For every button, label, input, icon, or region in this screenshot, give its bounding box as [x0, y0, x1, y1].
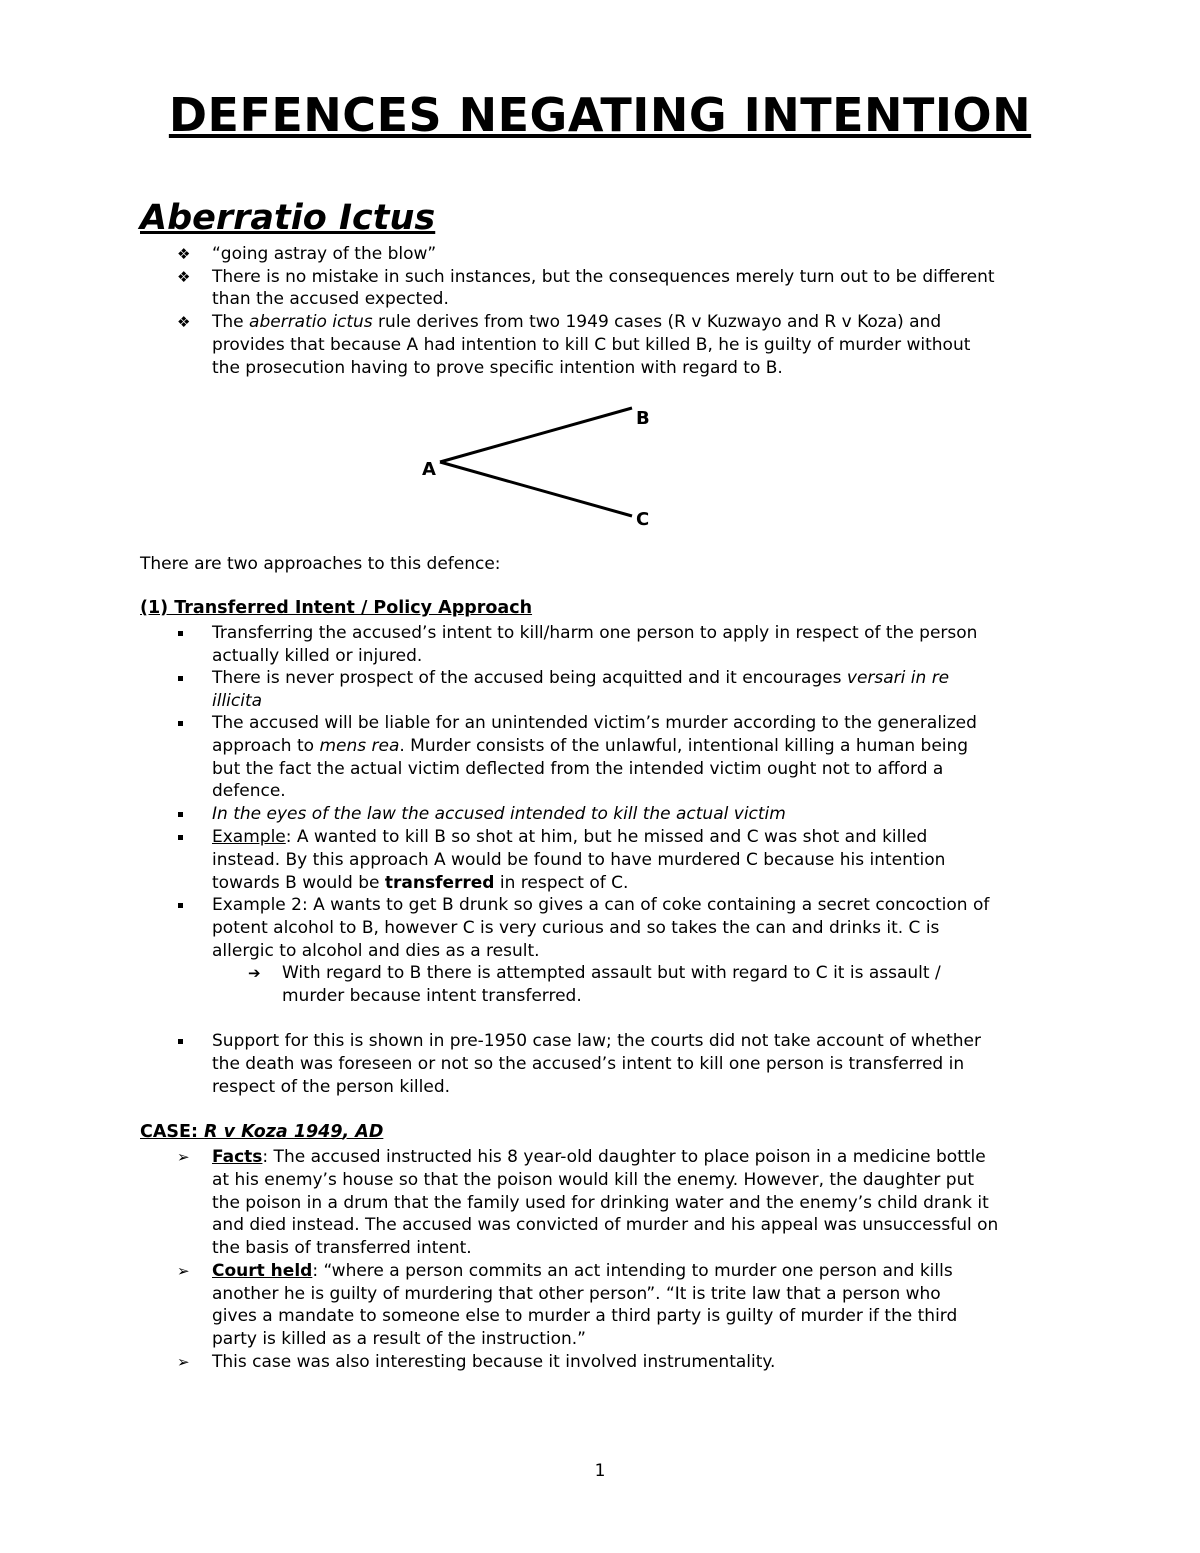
aberratio-diagram — [410, 398, 670, 538]
approach1-point-5-line-2: instead. By this approach A would be found to have murdered C because his intention — [212, 850, 946, 870]
intro-bullet-3-line-3: the prosecution having to prove specific intention with regard to B. — [212, 358, 783, 378]
approach1-point-7-line-2: the death was foreseen or not so the accused’s intent to kill one person is transferred in — [212, 1054, 965, 1074]
intro-bullet-3-line-2: provides that because A had intention to kill C but killed B, he is guilty of murder without — [212, 335, 971, 355]
diamond-bullet-icon: ❖ — [177, 268, 191, 286]
intro-bullet-2-line-1: There is no mistake in such instances, but the consequences merely turn out to be different — [212, 267, 995, 287]
approach1-point-4: In the eyes of the law the accused intended to kill the actual victim — [212, 804, 786, 824]
case-facts-line-1: Facts: The accused instructed his 8 year-old daughter to place poison in a medicine bottle — [212, 1147, 986, 1167]
diamond-bullet-icon: ❖ — [177, 245, 191, 263]
chevron-bullet-icon: ➢ — [177, 1353, 190, 1371]
square-bullet-icon — [178, 903, 183, 908]
approach1-point-5-line-1: Example: A wanted to kill B so shot at him, but he missed and C was shot and killed — [212, 827, 928, 847]
approach1-point-5-line-3: towards B would be transferred in respect of C. — [212, 873, 629, 893]
approach1-arrow-line-2: murder because intent transferred. — [282, 986, 582, 1006]
diamond-bullet-icon: ❖ — [177, 313, 191, 331]
case-held-line-4: party is killed as a result of the instruction.” — [212, 1329, 586, 1349]
approaches-intro: There are two approaches to this defence: — [140, 554, 501, 574]
case-facts-line-5: the basis of transferred intent. — [212, 1238, 472, 1258]
intro-bullet-3-line-1: The aberratio ictus rule derives from two 1949 cases (R v Kuzwayo and R v Koza) and — [212, 312, 942, 332]
approach1-arrow-line-1: With regard to B there is attempted assault but with regard to C it is assault / — [282, 963, 941, 983]
case-facts-line-4: and died instead. The accused was convicted of murder and his appeal was unsuccessful on — [212, 1215, 999, 1235]
approach1-point-1-line-1: Transferring the accused’s intent to kill/harm one person to apply in respect of the person — [212, 623, 978, 643]
approach1-heading: (1) Transferred Intent / Policy Approach — [140, 598, 533, 618]
approach1-point-3-line-2: approach to mens rea. Murder consists of the unlawful, intentional killing a human being — [212, 736, 969, 756]
approach1-point-6-line-3: allergic to alcohol and dies as a result. — [212, 941, 540, 961]
approach1-point-2-line-2: illicita — [212, 691, 263, 711]
intro-bullet-1: “going astray of the blow” — [212, 244, 437, 264]
arrow-bullet-icon: ➔ — [248, 964, 261, 982]
approach1-point-1-line-2: actually killed or injured. — [212, 646, 423, 666]
approach1-point-3-line-1: The accused will be liable for an unintended victim’s murder according to the generalized — [212, 713, 977, 733]
square-bullet-icon — [178, 676, 183, 681]
approach1-point-7-line-1: Support for this is shown in pre-1950 case law; the courts did not take account of whether — [212, 1031, 981, 1051]
diagram-line-ac — [440, 462, 632, 516]
square-bullet-icon — [178, 631, 183, 636]
case-held-line-1: Court held: “where a person commits an act intending to murder one person and kills — [212, 1261, 953, 1281]
approach1-point-3-line-4: defence. — [212, 781, 286, 801]
case-facts-line-3: the poison in a drum that the family used for drinking water and the enemy’s child drank it — [212, 1193, 989, 1213]
approach1-point-7-line-3: respect of the person killed. — [212, 1077, 451, 1097]
case-held-line-2: another he is guilty of murdering that other person”. “It is trite law that a person who — [212, 1284, 941, 1304]
diagram-line-ab — [440, 408, 632, 462]
diagram-label-c: C — [636, 509, 650, 530]
case-facts-line-2: at his enemy’s house so that the poison would kill the enemy. However, the daughter put — [212, 1170, 975, 1190]
intro-bullet-2-line-2: than the accused expected. — [212, 289, 449, 309]
square-bullet-icon — [178, 1039, 183, 1044]
square-bullet-icon — [178, 721, 183, 726]
case-heading: CASE: R v Koza 1949, AD — [140, 1122, 384, 1142]
page-number: 1 — [594, 1461, 606, 1481]
page-title: DEFENCES NEGATING INTENTION — [168, 88, 1032, 142]
section-heading: Aberratio Ictus — [140, 198, 436, 238]
diagram-label-a: A — [422, 459, 436, 480]
diagram-label-b: B — [636, 408, 650, 429]
case-held-line-3: gives a mandate to someone else to murder a third party is guilty of murder if the third — [212, 1306, 958, 1326]
approach1-point-6-line-1: Example 2: A wants to get B drunk so gives a can of coke containing a secret concoction of — [212, 895, 990, 915]
approach1-point-6-line-2: potent alcohol to B, however C is very curious and so takes the can and drinks it. C is — [212, 918, 940, 938]
approach1-point-2-line-1: There is never prospect of the accused being acquitted and it encourages versari in re — [212, 668, 950, 688]
chevron-bullet-icon: ➢ — [177, 1262, 190, 1280]
case-last-point: This case was also interesting because it involved instrumentality. — [212, 1352, 776, 1372]
chevron-bullet-icon: ➢ — [177, 1148, 190, 1166]
approach1-point-3-line-3: but the fact the actual victim deflected from the intended victim ought not to afford a — [212, 759, 944, 779]
square-bullet-icon — [178, 812, 183, 817]
square-bullet-icon — [178, 835, 183, 840]
